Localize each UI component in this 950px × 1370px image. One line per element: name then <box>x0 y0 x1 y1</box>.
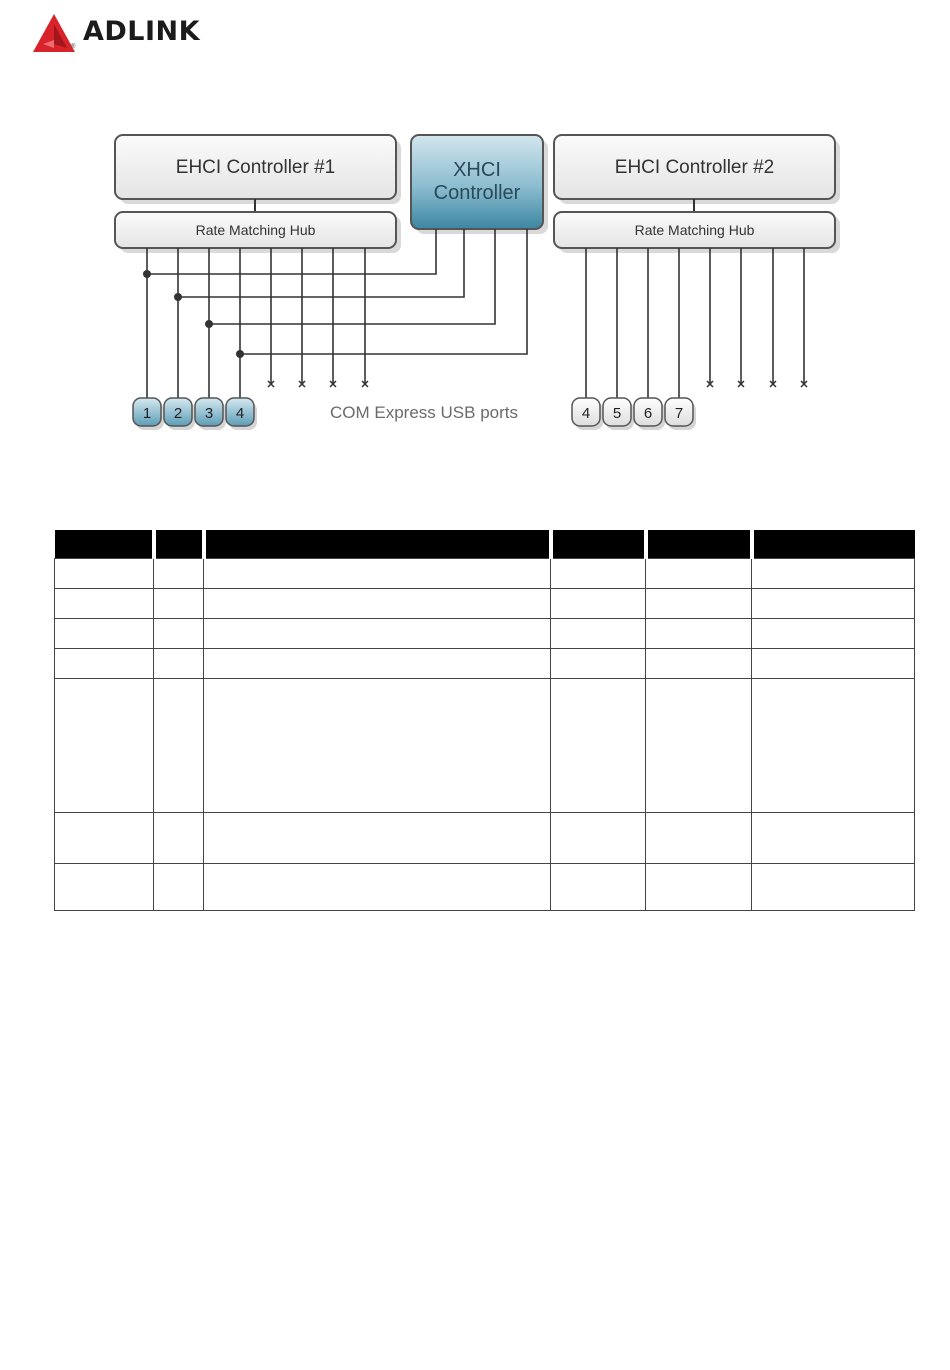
table-cell <box>154 619 204 649</box>
table-cell <box>55 589 154 619</box>
rate-matching-hub-1-label: Rate Matching Hub <box>195 222 316 238</box>
table-header-cell <box>551 530 646 559</box>
table-cell <box>646 649 752 679</box>
hub2-port-lines <box>586 248 804 400</box>
table-cell <box>55 679 154 813</box>
table-cell <box>154 813 204 864</box>
usb-port-right-4 <box>572 398 603 430</box>
svg-text:7: 7 <box>674 405 684 422</box>
logo-wordmark: ADLINK <box>83 16 201 47</box>
table-cell <box>55 619 154 649</box>
usb-port-right-7 <box>665 398 696 430</box>
table-cell <box>204 619 551 649</box>
svg-text:4: 4 <box>235 405 245 422</box>
xhci-controller-label-line1: XHCI <box>453 159 501 181</box>
table-cell <box>551 619 646 649</box>
table-cell <box>154 679 204 813</box>
table-header-cell <box>752 530 915 559</box>
table-cell <box>752 649 915 679</box>
table-row <box>55 559 915 589</box>
table-cell <box>752 813 915 864</box>
table-cell <box>551 864 646 911</box>
table-row <box>55 589 915 619</box>
com-express-ports-right <box>572 398 696 430</box>
table-cell <box>154 589 204 619</box>
table-cell <box>646 559 752 589</box>
table-row <box>55 679 915 813</box>
table-header-cell <box>154 530 204 559</box>
table-row <box>55 813 915 864</box>
usb-port-right-6 <box>634 398 665 430</box>
usb-port-right-5 <box>603 398 634 430</box>
table-cell <box>752 559 915 589</box>
svg-text:4: 4 <box>581 405 591 422</box>
table-cell <box>204 649 551 679</box>
table-cell <box>646 619 752 649</box>
usb-port-4 <box>226 398 257 430</box>
table-cell <box>646 679 752 813</box>
table-cell <box>646 864 752 911</box>
table-cell <box>551 813 646 864</box>
table-cell <box>646 813 752 864</box>
unconnected-markers-left <box>268 381 368 387</box>
table-header-cell <box>204 530 551 559</box>
unconnected-markers-right <box>707 381 807 387</box>
com-express-ports-left <box>133 398 257 430</box>
junction-dots <box>143 270 244 358</box>
table-cell <box>204 559 551 589</box>
com-express-usb-ports-caption: COM Express USB ports <box>330 403 518 422</box>
table-header-cell <box>646 530 752 559</box>
table-cell <box>752 679 915 813</box>
table-header-cell <box>55 530 154 559</box>
ehci-controller-1-label: EHCI Controller #1 <box>175 157 336 178</box>
table-row <box>55 619 915 649</box>
table-cell <box>55 813 154 864</box>
svg-text:3: 3 <box>204 405 214 422</box>
table-row <box>55 864 915 911</box>
svg-text:5: 5 <box>612 405 622 422</box>
svg-text:2: 2 <box>173 405 183 422</box>
table-cell <box>154 559 204 589</box>
table-cell <box>154 864 204 911</box>
table-cell <box>551 589 646 619</box>
table-cell <box>55 649 154 679</box>
logo-registered-mark: ® <box>71 44 76 50</box>
svg-text:1: 1 <box>142 405 152 422</box>
table-cell <box>154 649 204 679</box>
table-cell <box>752 589 915 619</box>
usb-port-2 <box>164 398 195 430</box>
table-row <box>55 649 915 679</box>
spec-table <box>54 530 915 911</box>
table-cell <box>55 559 154 589</box>
table-cell <box>752 619 915 649</box>
table-cell <box>551 649 646 679</box>
table-cell <box>204 864 551 911</box>
table-header-row <box>55 530 915 559</box>
usb-topology-diagram <box>0 0 950 460</box>
table-cell <box>55 864 154 911</box>
table-cell <box>204 589 551 619</box>
usb-port-1 <box>133 398 164 430</box>
usb-port-3 <box>195 398 226 430</box>
rate-matching-hub-2-label: Rate Matching Hub <box>634 222 755 238</box>
xhci-controller-label-line2: Controller <box>433 182 521 204</box>
table-cell <box>752 864 915 911</box>
table-cell <box>646 589 752 619</box>
table-cell <box>551 559 646 589</box>
table-cell <box>204 679 551 813</box>
ehci-controller-2-label: EHCI Controller #2 <box>614 157 775 178</box>
table-cell <box>204 813 551 864</box>
table-cell <box>551 679 646 813</box>
svg-text:6: 6 <box>643 405 653 422</box>
